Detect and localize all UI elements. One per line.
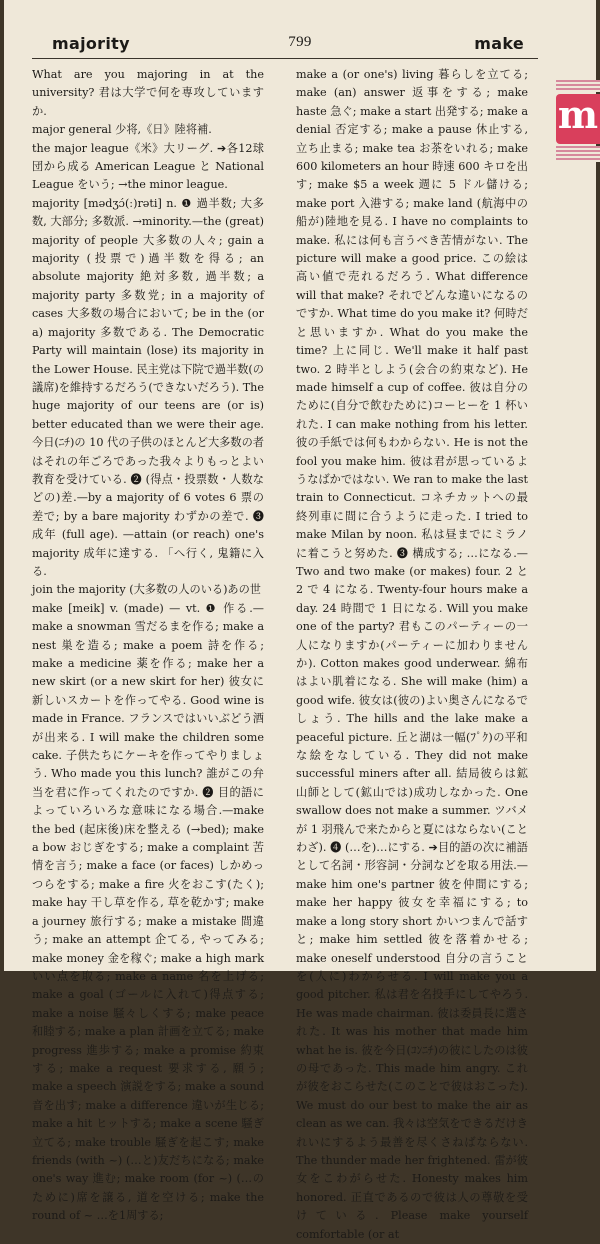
dictionary-page <box>4 0 599 1241</box>
thumb-index-letter: m <box>557 92 599 137</box>
entry-text: the major league《米》大リーグ. ➔各12球団から成る American League と National League をいう; →the minor league. <box>32 141 264 192</box>
entry-make-continued: make a (or one's) living 暮らしを立てる; make (an) answer 返事をする; make haste 急ぐ; make a start 出発する; make a denial 否定する; make a pause 休止する, 立ち止まる; make tea お茶をいれる; make 600 kilometers an hour 時速 600 キロを出す; make $5 a week 週に 5 ドル儲ける; make port 入港する; make land (航海中の船が)陸地を見る. I have no complaints to make. 私には何も言うべき苦情がない. The picture will make a good price. この絵は高い値で売れるだろう. What difference will that make? それでどんな違いになるのですか. What time do you make it? 何時だと思いますか. What do you make the time? 上に同じ. We'll make it half past two. 2 時半としよう(会合の約束など). He made himself a cup of coffee. 彼は自分のために(自分で飲むために)コーヒーを 1 杯いれた. I can make nothing from his letter. 彼の手紙では何もわからない. He is not the fool you make him. 彼は君が思っているようなばかではない. We ran to make the last train to Connecticut. コネチカットへの最終列車に間に合うように走った. I tried to make Milan by noon. 私は昼までにミラノに着こうと努めた. ❸ 構成する; …になる.—Two and two make (or makes) four. 2 と 2 で 4 になる. Twenty-four hours make a day. 24 時間で 1 日になる. Will you make one of the party? 君もこのパーティーの一人になりますか(パーティーに加わりませんか). Cotton makes good underwear. 綿布はよい肌着になる. She will make (him) a good wife. 彼女は(彼の)よい奥さんになるでしょう. The hills and the lake make a peaceful picture. 丘と湖は一幅(ﾌﾟｸ)の平和な絵をなしている. They did not make successful miners after all. 結局彼らは鉱山師として(鉱山では)成功しなかった. One swallow does not make a summer. ツバメが 1 羽飛んで来たからと夏にはならない(ことわざ). ❹ (…を)…にする. ➔目的語の次に補語として名詞・形容詞・分詞などを取る用法.—make him one's partner 彼を仲間にする; make her happy 彼女を幸福にする; to make a long story short かいつまんで話すと; make him settled 彼を落着かせる; make oneself understood 自分の言うことを(人に)わからせる. I will make you a good pitcher. 私は君を名投手にしてやろう. He was made chairman. 彼は委員長に選された. It was his mother that made him what he is. 彼を今日(ｺﾝﾆﾁ)の彼にしたのは彼の母であった. This made him angry. これが彼をおこらせた(このことで彼はおこった). We must do our best to make the air as clean as we can. 我々は空気をできるだけきれいにするよう最善を尽くさねばならない. The thunder made her frightened. 雷が彼女をこわがらせた. Honesty makes him honored. 正直であるので彼は人の尊敬を受けている. Please make yourself comfortable (or at <box>296 68 528 1241</box>
entry-text: major general 少将,《日》陸将補. <box>32 123 212 137</box>
page-number: 799 <box>288 34 312 50</box>
thumb-index-tab[interactable] <box>556 94 600 144</box>
running-header <box>4 34 596 64</box>
guide-word-right: make <box>474 34 524 53</box>
entry-text: What are you majoring in at the university? 君は大学で何を専攻していますか. <box>32 68 264 118</box>
right-column <box>296 66 528 1244</box>
entry-make: make [meik] v. (made) — vt. ❶ 作る.—make a snowman 雪だるまを作る; make a nest 巣を造る; make a poem 詩を作る; make a medicine 薬を作る; make her a new skirt (or a new skirt for her) 彼女に新しいスカートを作ってやる. Good wine is made in France. フランスではいいぶどう酒が出来る. I will make the children some cake. 子供たちにケーキを作ってやりましょう. Who made you this lunch? 誰がこの弁当を君に作ってくれたのですか. ❷ 目的語によっていろいろな意味になる場合.—make the bed (起床後)床を整える (→bed); make a bow おじぎをする; make a complaint 苦情を言う; make a face (or faces) しかめっつらをする; make a fire 火をおこす(たく); make hay 干し草を作る, 草を乾かす; make a journey 旅行する; make a mistake 間違う; make an attempt 企てる, やってみる; make money 金を稼ぐ; make a high mark いい点を取る; make a name 名を上げる; make a goal (ゴールに入れて)得点する; make a noise 騒々しくする; make peace 和睦する; make a plan 計画を立てる; make progress 進歩する; make a promise 約束する; make a request 要求する, 願う; make a speech 演説をする; make a sound 音を出す; make a difference 違いが生じる; make a hit ヒットする; make a scene 騒ぎ立てる; make trouble 騒ぎを起こす; make friends (with ~) (…と)友だちになる; make one's way 進む; make room (for ~) (…のために)席を譲る, 道を空ける; make the round of ~ …を1周する; <box>32 601 264 1223</box>
entry-text: join the majority (大多数の人のいる)あの世 <box>32 583 261 597</box>
guide-word-left: majority <box>52 34 130 53</box>
thumb-index-stripes-top <box>556 80 600 92</box>
left-column <box>32 66 264 1226</box>
header-rule <box>32 58 538 59</box>
thumb-index-stripes-bottom <box>556 146 600 162</box>
entry-majority: majority [mədʒɔ́(ː)rəti] n. ❶ 過半数; 大多数, 大部分; 多数派. →minority.—the (great) majority of people 大多数の人々; gain a majority (投票で)過半数を得る; an absolute majority 絶対多数, 過半数; a majority party 多数党; in a majority of cases 大多数の場合において; be in the (or a) majority 多数である. The Democratic Party will maintain (lose) its majority in the Lower House. 民主党は下院で過半数(の議席)を維持するだろう(できないだろう). The huge majority of our teens are (or is) better educated than we were their age. 今日(ﾆﾁ)の 10 代の子供のほとんど大多数の者はそれの年ごろであった我々よりもっとよい教育を受けている. ❷ (得点・投票数・人数などの)差.—by a majority of 6 votes 6 票の差で; by a bare majority わずかの差で. ❸ 成年 (full age). —attain (or reach) one's majority 成年に達する. 「へ行く, 鬼籍に入る. <box>32 196 264 578</box>
